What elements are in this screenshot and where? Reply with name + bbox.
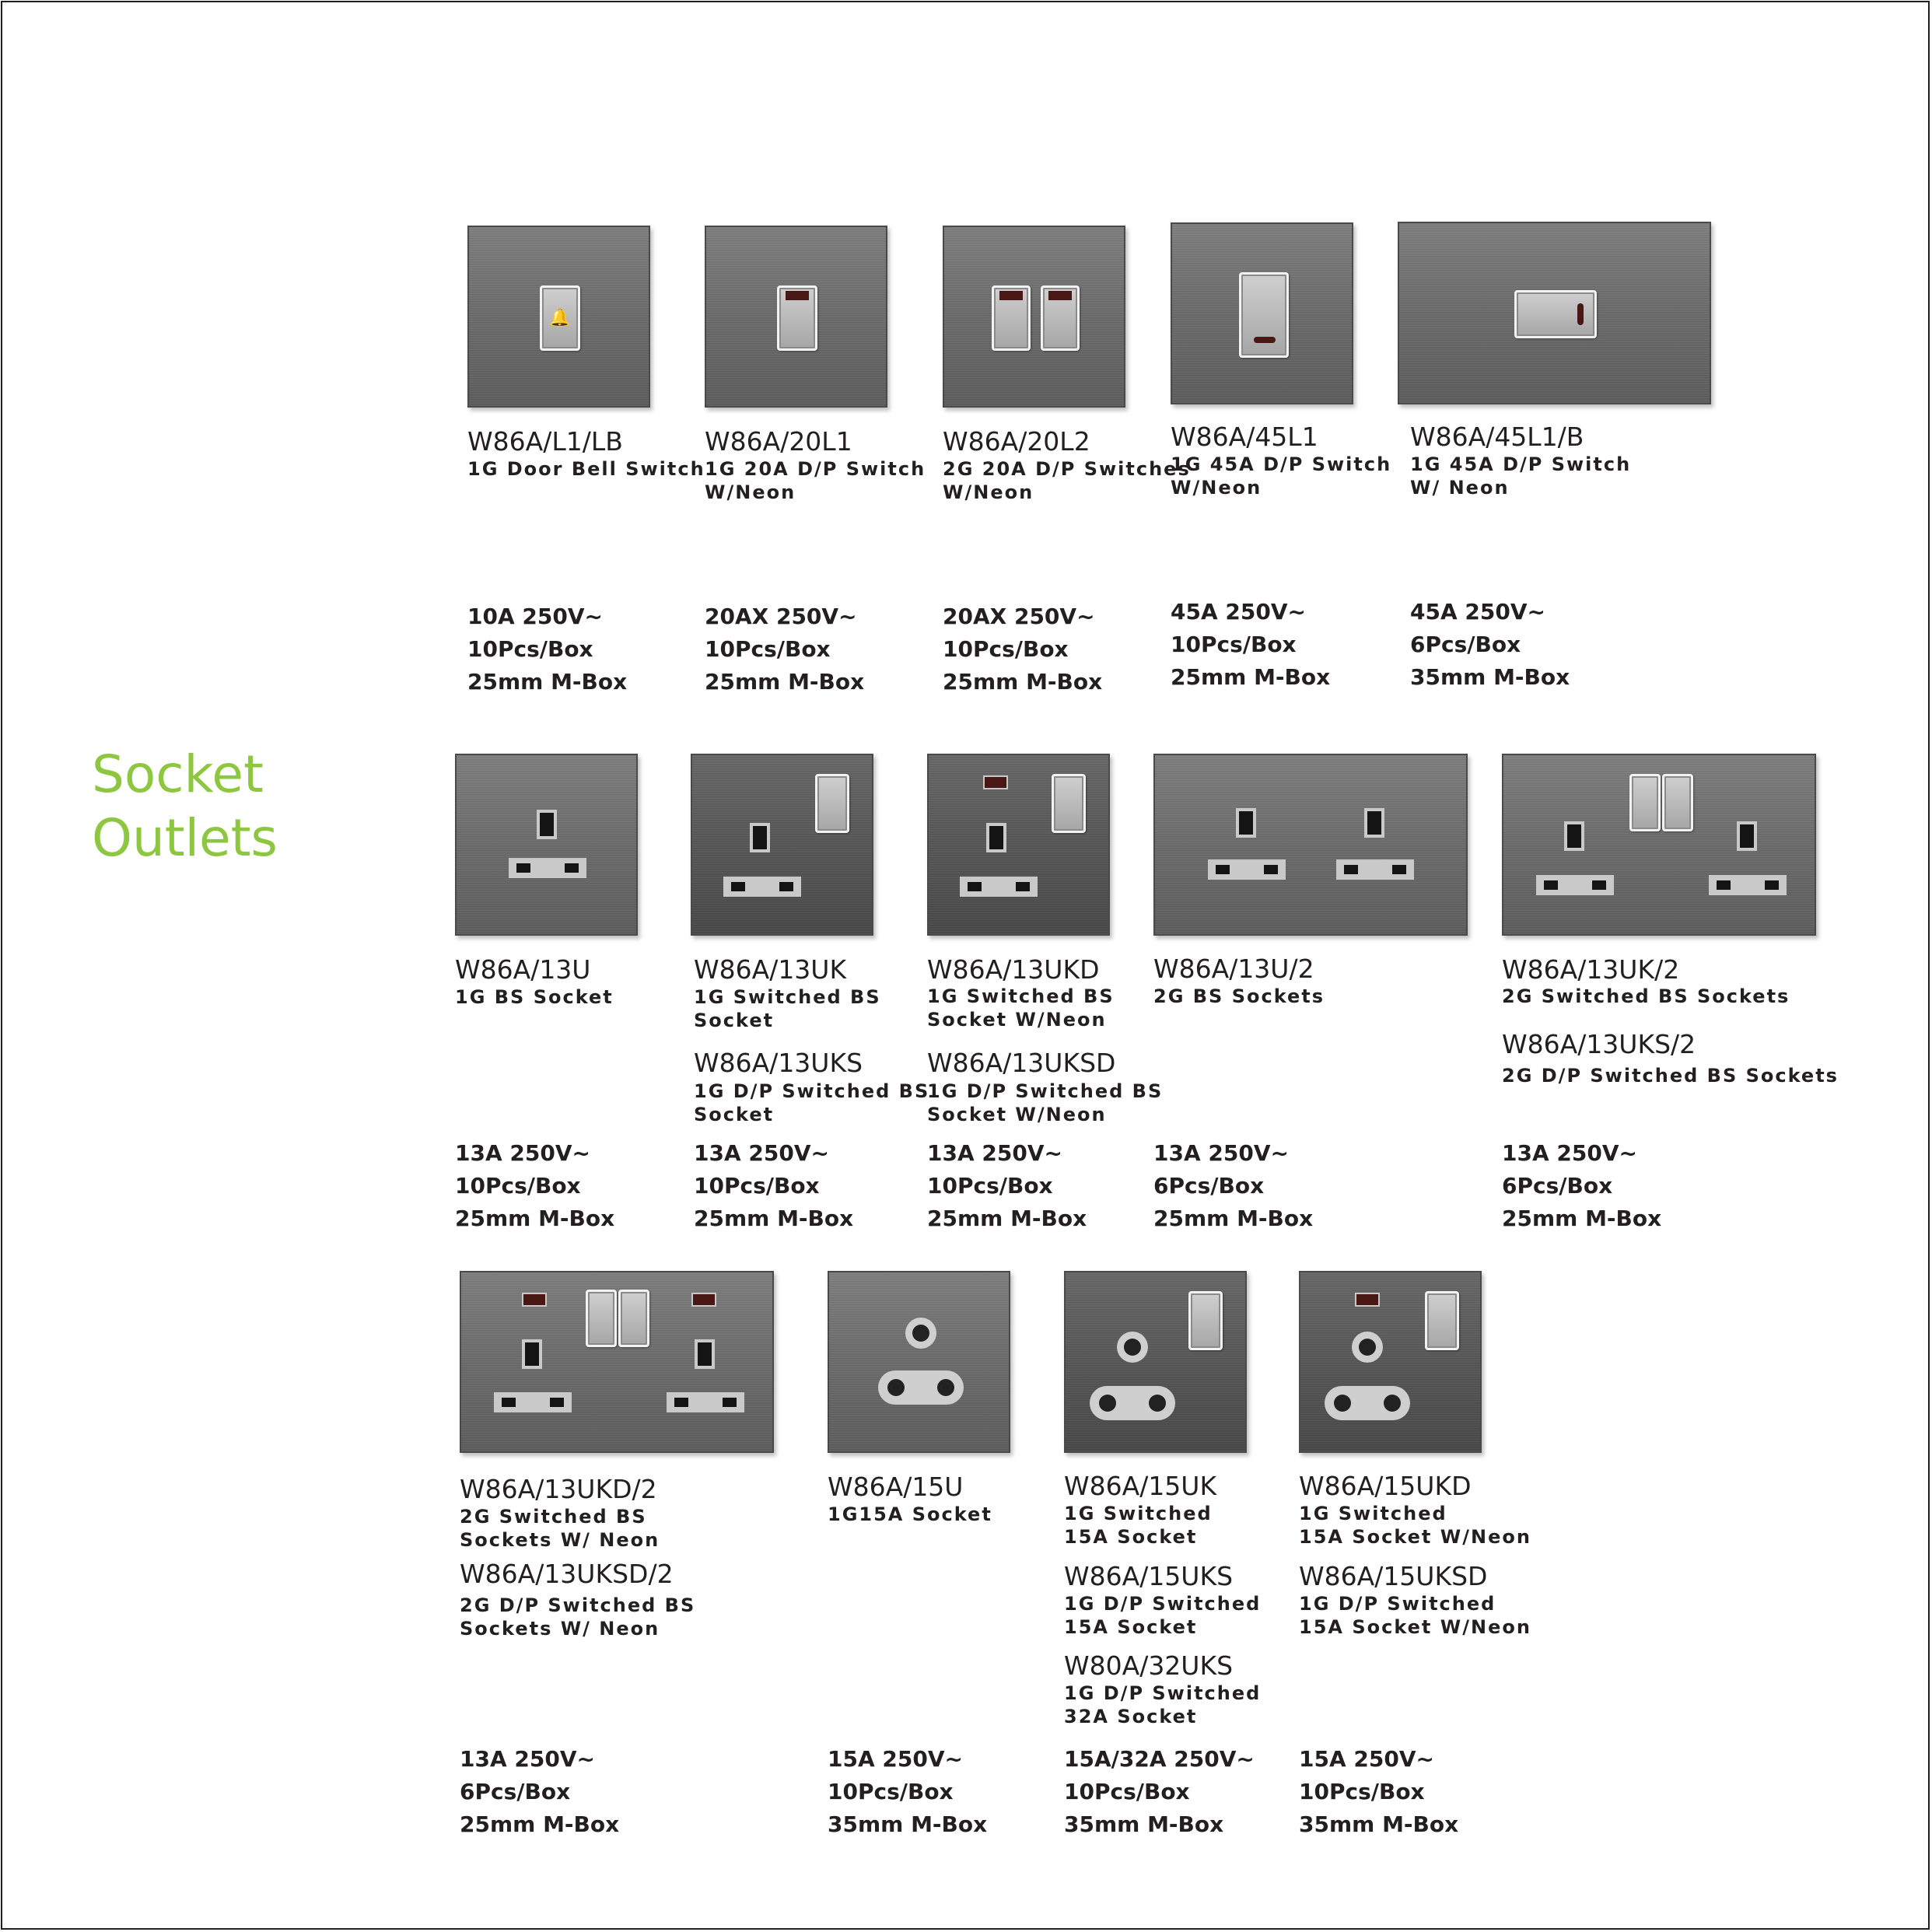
product-code: W86A/13U xyxy=(455,954,591,985)
neon-indicator xyxy=(999,291,1023,300)
product-specs xyxy=(694,1137,853,1235)
product-code-variant: W86A/13UKS/2 xyxy=(1502,1029,1696,1059)
earth-pin-slot xyxy=(750,823,770,852)
product-specs xyxy=(467,600,627,698)
product-code: W86A/20L1 xyxy=(705,426,852,457)
product-specs xyxy=(943,600,1102,698)
live-neutral-holes xyxy=(1325,1386,1410,1420)
product-description-line-1: 1G 45A D/P Switch xyxy=(1171,453,1392,475)
rocker-switch-left xyxy=(586,1290,617,1347)
spec-box: 35mm M-Box xyxy=(1064,1811,1224,1837)
socket-plate-image xyxy=(828,1271,1010,1453)
product-code: W86A/13UKD/2 xyxy=(460,1474,657,1504)
socket-plate-image xyxy=(927,754,1110,936)
spec-box: 25mm M-Box xyxy=(1171,664,1331,690)
rocker-switch xyxy=(1052,774,1086,833)
neon-indicator xyxy=(1254,337,1276,343)
live-neutral-slots xyxy=(1208,859,1286,880)
earth-pin-slot xyxy=(1737,821,1757,851)
rocker-switch-right xyxy=(618,1290,649,1347)
spec-rating: 13A 250V~ xyxy=(1502,1140,1637,1166)
live-neutral-slots xyxy=(509,858,586,878)
product-code: W86A/15U xyxy=(828,1472,964,1502)
earth-pin-hole xyxy=(1352,1332,1383,1363)
switch-plate-image xyxy=(1171,222,1353,404)
socket-plate-image xyxy=(1299,1271,1482,1453)
product-code-variant-2: W80A/32UKS xyxy=(1064,1650,1234,1681)
spec-box: 35mm M-Box xyxy=(828,1811,988,1837)
switch-plate-image xyxy=(705,226,887,408)
product-specs xyxy=(1410,596,1570,694)
product-description-line-2: 15A Socket W/Neon xyxy=(1299,1526,1531,1548)
socket-plate-image xyxy=(1153,754,1468,936)
spec-box: 25mm M-Box xyxy=(1153,1206,1314,1231)
rocker-switch xyxy=(777,285,817,351)
product-code: W86A/15UK xyxy=(1064,1471,1217,1501)
earth-pin-slot xyxy=(1236,808,1256,838)
product-description: 1G Door Bell Switch xyxy=(467,458,705,480)
spec-rating: 13A 250V~ xyxy=(927,1140,1062,1166)
switch-plate-image xyxy=(467,226,650,408)
product-specs xyxy=(455,1137,614,1235)
product-description-line-1: 1G 20A D/P Switch xyxy=(705,458,926,480)
live-neutral-slots xyxy=(494,1392,572,1412)
spec-packing: 10Pcs/Box xyxy=(828,1779,954,1804)
product-variant-description-line-2: 15A Socket W/Neon xyxy=(1299,1616,1531,1638)
product-variant-description: 2G D/P Switched BS Sockets xyxy=(1502,1065,1839,1087)
product-description-line-2: W/Neon xyxy=(1171,477,1262,499)
spec-rating: 10A 250V~ xyxy=(467,604,603,629)
spec-packing: 10Pcs/Box xyxy=(1299,1779,1425,1804)
spec-packing: 10Pcs/Box xyxy=(705,636,831,662)
spec-rating: 15A 250V~ xyxy=(828,1746,963,1772)
spec-box: 25mm M-Box xyxy=(455,1206,615,1231)
product-code: W86A/13UK/2 xyxy=(1502,954,1680,985)
product-description-line-2: W/Neon xyxy=(705,481,796,503)
spec-rating: 45A 250V~ xyxy=(1410,599,1545,625)
live-neutral-holes xyxy=(1090,1386,1175,1420)
spec-rating: 13A 250V~ xyxy=(1153,1140,1289,1166)
product-description-line-1: 1G Switched xyxy=(1064,1503,1213,1524)
product-code: W86A/L1/LB xyxy=(467,426,623,457)
spec-packing: 6Pcs/Box xyxy=(460,1779,571,1804)
heading-line-1: Socket xyxy=(92,744,264,804)
product-variant-2-description-line-2: 32A Socket xyxy=(1064,1706,1198,1727)
switch-plate-image xyxy=(1398,222,1711,404)
product-code-variant: W86A/13UKS xyxy=(694,1048,863,1078)
spec-box: 25mm M-Box xyxy=(460,1811,620,1837)
neon-indicator xyxy=(1577,303,1584,325)
rocker-switch xyxy=(1239,272,1289,358)
earth-pin-hole xyxy=(905,1318,936,1349)
product-specs xyxy=(460,1743,619,1841)
product-variant-description-line-2: Sockets W/ Neon xyxy=(460,1618,660,1640)
socket-plate-image xyxy=(691,754,873,936)
product-specs xyxy=(1171,596,1330,694)
spec-packing: 10Pcs/Box xyxy=(467,636,593,662)
rocker-switch-right xyxy=(1662,774,1693,831)
spec-packing: 10Pcs/Box xyxy=(1064,1779,1190,1804)
spec-packing: 10Pcs/Box xyxy=(943,636,1069,662)
spec-packing: 10Pcs/Box xyxy=(1171,632,1297,657)
spec-box: 25mm M-Box xyxy=(943,669,1103,695)
product-code-variant: W86A/15UKSD xyxy=(1299,1561,1488,1591)
socket-plate-image xyxy=(455,754,638,936)
spec-packing: 10Pcs/Box xyxy=(694,1173,820,1199)
product-description: 2G BS Sockets xyxy=(1153,985,1325,1007)
spec-box: 25mm M-Box xyxy=(1502,1206,1662,1231)
spec-box: 25mm M-Box xyxy=(467,669,628,695)
live-neutral-slots xyxy=(1536,875,1614,895)
product-specs xyxy=(705,600,864,698)
live-neutral-holes xyxy=(878,1370,964,1405)
spec-box: 35mm M-Box xyxy=(1410,664,1570,690)
rocker-switch-right xyxy=(1041,285,1080,351)
spec-packing: 6Pcs/Box xyxy=(1153,1173,1265,1199)
live-neutral-slots xyxy=(960,877,1038,897)
product-specs xyxy=(1064,1743,1255,1841)
section-heading xyxy=(92,743,278,870)
product-description-line-1: 1G Switched xyxy=(1299,1503,1447,1524)
socket-plate-image xyxy=(460,1271,774,1453)
live-neutral-slots xyxy=(1336,859,1414,880)
spec-rating: 13A 250V~ xyxy=(455,1140,590,1166)
rocker-switch xyxy=(1188,1291,1223,1350)
product-code: W86A/45L1/B xyxy=(1410,422,1584,452)
product-variant-description-line-1: 1G D/P Switched xyxy=(1299,1593,1496,1615)
product-specs xyxy=(927,1137,1087,1235)
product-variant-description-line-1: 2G D/P Switched BS xyxy=(460,1594,696,1616)
socket-plate-image xyxy=(1064,1271,1247,1453)
live-neutral-slots xyxy=(667,1392,744,1412)
earth-pin-hole xyxy=(1117,1332,1148,1363)
product-description: 1G15A Socket xyxy=(828,1503,992,1525)
product-code: W86A/13UKD xyxy=(927,954,1100,985)
spec-rating: 20AX 250V~ xyxy=(705,604,857,629)
product-description-line-2: Socket W/Neon xyxy=(927,1009,1107,1031)
rocker-switch xyxy=(1425,1291,1459,1350)
spec-box: 25mm M-Box xyxy=(927,1206,1087,1231)
heading-line-2: Outlets xyxy=(92,808,278,868)
spec-box: 25mm M-Box xyxy=(705,669,865,695)
spec-packing: 10Pcs/Box xyxy=(455,1173,581,1199)
neon-indicator xyxy=(1355,1293,1380,1307)
bell-push-button xyxy=(540,285,580,351)
product-description: 1G BS Socket xyxy=(455,986,614,1008)
product-code: W86A/13U/2 xyxy=(1153,954,1314,984)
neon-indicator xyxy=(983,775,1008,789)
rocker-switch-left xyxy=(992,285,1031,351)
product-description-line-2: W/ Neon xyxy=(1410,477,1510,499)
neon-indicator xyxy=(1048,291,1072,300)
product-description-line-1: 1G 45A D/P Switch xyxy=(1410,453,1632,475)
product-description-line-1: 2G Switched BS xyxy=(460,1506,647,1528)
spec-rating: 15A 250V~ xyxy=(1299,1746,1434,1772)
product-variant-description-line-1: 1G D/P Switched BS xyxy=(694,1080,930,1102)
product-code: W86A/15UKD xyxy=(1299,1471,1472,1501)
earth-pin-slot xyxy=(1564,821,1584,851)
product-description-line-1: 1G Switched BS xyxy=(694,986,881,1008)
spec-packing: 10Pcs/Box xyxy=(927,1173,1053,1199)
spec-packing: 6Pcs/Box xyxy=(1410,632,1521,657)
product-code-variant: W86A/13UKSD xyxy=(927,1048,1116,1078)
product-code: W86A/45L1 xyxy=(1171,422,1318,452)
product-variant-description-line-1: 1G D/P Switched xyxy=(1064,1593,1262,1615)
product-code-variant: W86A/13UKSD/2 xyxy=(460,1559,674,1589)
product-description-line-1: 2G 20A D/P Switches xyxy=(943,458,1191,480)
spec-rating: 45A 250V~ xyxy=(1171,599,1306,625)
product-code-variant: W86A/15UKS xyxy=(1064,1561,1234,1591)
product-specs xyxy=(828,1743,987,1841)
earth-pin-slot xyxy=(522,1339,542,1369)
earth-pin-slot xyxy=(695,1339,715,1369)
rocker-switch xyxy=(1514,290,1597,338)
spec-box: 25mm M-Box xyxy=(694,1206,854,1231)
live-neutral-slots xyxy=(723,877,801,897)
earth-pin-slot xyxy=(537,810,557,839)
earth-pin-slot xyxy=(1364,808,1384,838)
earth-pin-slot xyxy=(986,823,1006,852)
spec-rating: 13A 250V~ xyxy=(460,1746,595,1772)
product-description-line-2: Sockets W/ Neon xyxy=(460,1529,660,1551)
product-description-line-2: Socket xyxy=(694,1010,775,1031)
socket-plate-image xyxy=(1502,754,1816,936)
product-variant-description-line-2: 15A Socket xyxy=(1064,1616,1198,1638)
spec-box: 35mm M-Box xyxy=(1299,1811,1459,1837)
product-code: W86A/13UK xyxy=(694,954,847,985)
neon-indicator xyxy=(522,1293,547,1307)
product-description-line-2: 15A Socket xyxy=(1064,1526,1198,1548)
product-variant-description-line-2: Socket W/Neon xyxy=(927,1104,1107,1125)
product-specs xyxy=(1153,1137,1313,1235)
bell-icon: 🔔 xyxy=(549,308,571,328)
product-description-line-2: W/Neon xyxy=(943,481,1034,503)
product-specs xyxy=(1299,1743,1458,1841)
product-variant-2-description-line-1: 1G D/P Switched xyxy=(1064,1682,1262,1704)
spec-rating: 20AX 250V~ xyxy=(943,604,1095,629)
spec-packing: 6Pcs/Box xyxy=(1502,1173,1613,1199)
product-specs xyxy=(1502,1137,1661,1235)
product-variant-description-line-2: Socket xyxy=(694,1104,775,1125)
product-variant-description-line-1: 1G D/P Switched BS xyxy=(927,1080,1164,1102)
product-description: 2G Switched BS Sockets xyxy=(1502,985,1790,1007)
product-description-line-1: 1G Switched BS xyxy=(927,985,1115,1007)
product-code: W86A/20L2 xyxy=(943,426,1090,457)
rocker-switch-left xyxy=(1629,774,1661,831)
switch-plate-image xyxy=(943,226,1125,408)
rocker-switch xyxy=(815,774,849,833)
live-neutral-slots xyxy=(1709,875,1787,895)
neon-indicator xyxy=(786,291,809,300)
neon-indicator xyxy=(691,1293,716,1307)
spec-rating: 15A/32A 250V~ xyxy=(1064,1746,1255,1772)
spec-rating: 13A 250V~ xyxy=(694,1140,829,1166)
